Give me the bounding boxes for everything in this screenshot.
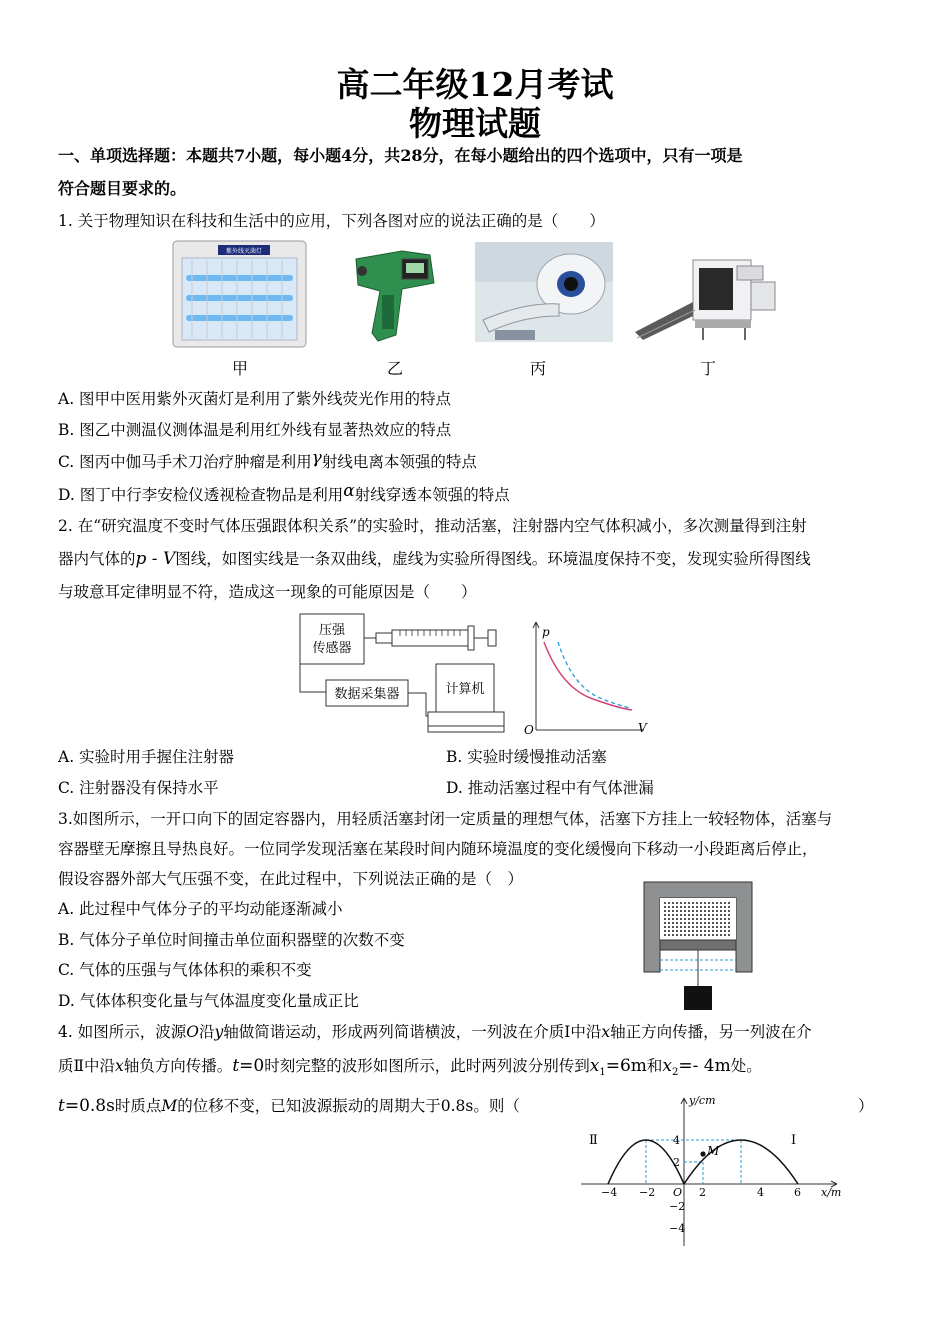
caption-jia: 甲 xyxy=(231,359,248,378)
caption-bing: 丙 xyxy=(529,359,546,378)
pv-symbol: p - V xyxy=(135,549,176,569)
q1-option-c xyxy=(58,448,477,473)
xtick-neg2: −2 xyxy=(639,1186,656,1199)
q2-line2 xyxy=(58,548,811,570)
axis-o-label: O xyxy=(524,723,534,737)
q3-option-a: A. 此过程中气体分子的平均动能逐渐减小 xyxy=(58,900,343,918)
q4-line1-a: 4. 如图所示，波源 xyxy=(58,1023,187,1041)
region-ii-label: Ⅱ xyxy=(589,1133,598,1148)
q3-line3: 假设容器外部大气压强不变，在此过程中，下列说法正确的是（ ） xyxy=(58,870,524,888)
q4-line2-b: 轴负方向传播。 xyxy=(123,1057,233,1075)
point-m-label: M xyxy=(707,1144,720,1158)
q4-line2-x1: x xyxy=(589,1056,600,1076)
section-heading-line1: 一、单项选择题：本题共7小题，每小题4分，共28分，在每小题给出的四个选项中，只有一项是 xyxy=(58,146,743,165)
ytick-4: 4 xyxy=(673,1134,680,1147)
infrared-thermometer-figure xyxy=(350,245,440,347)
q4-line3 xyxy=(58,1095,520,1117)
sensor-label-2: 传感器 xyxy=(312,641,352,656)
page-title: 高二年级12月考试 xyxy=(336,65,614,104)
q4-line2-d: 处。 xyxy=(730,1057,762,1075)
q4-line1-o: O xyxy=(186,1023,199,1041)
q2-option-c: C. 注射器没有保持水平 xyxy=(58,779,219,797)
q1-option-d-post: 射线穿透本领强的特点 xyxy=(354,486,510,504)
q4-line1-x: x xyxy=(601,1023,611,1041)
q3-line1: 3.如图所示，一开口向下的固定容器内，用轻质活塞封闭一定质量的理想气体，活塞下方挂上一较轻物体，活塞与 xyxy=(58,810,833,828)
q4-line3-b: 的位移不变，已知波源振动的周期大于0.8s。则（ xyxy=(177,1097,520,1115)
q3-option-b: B. 气体分子单位时间撞击单位面积器壁的次数不变 xyxy=(58,931,405,949)
q2-option-a: A. 实验时用手握住注射器 xyxy=(58,748,235,766)
xtick-neg4: −4 xyxy=(601,1186,618,1199)
q4-line1-y: y xyxy=(214,1023,224,1041)
q4-line2-t0: =0 xyxy=(239,1056,265,1076)
region-i-label: Ⅰ xyxy=(791,1133,797,1148)
x-axis-label: x/m xyxy=(821,1186,842,1199)
q1-option-d-pre: D. 图丁中行李安检仪透视检查物品是利用 xyxy=(58,486,344,504)
gas-law-apparatus-figure xyxy=(296,612,656,740)
axis-v-label: V xyxy=(638,721,647,735)
q2-line2-pre: 器内气体的 xyxy=(58,550,136,568)
q1-stem: 1. 关于物理知识在科技和生活中的应用，下列各图对应的说法正确的是（ ） xyxy=(58,212,605,230)
caption-ding: 丁 xyxy=(699,359,716,378)
collector-label: 数据采集器 xyxy=(334,687,400,702)
q1-option-d xyxy=(58,481,510,506)
q1-option-a: A. 图甲中医用紫外灭菌灯是利用了紫外线荧光作用的特点 xyxy=(58,390,452,408)
q1-option-c-post: 射线电离本领强的特点 xyxy=(321,453,477,471)
page-subtitle: 物理试题 xyxy=(409,104,541,143)
origin-label: O xyxy=(673,1186,683,1199)
caption-yi: 乙 xyxy=(386,359,403,378)
sensor-label-1: 压强 xyxy=(318,623,346,638)
q4-line1-d: 轴正方向传播，另一列波在介 xyxy=(610,1023,812,1041)
q4-line1 xyxy=(58,1021,812,1043)
q2-option-d: D. 推动活塞过程中有气体泄漏 xyxy=(446,779,654,797)
q2-option-b: B. 实验时缓慢推动活塞 xyxy=(446,748,607,766)
xtick-6: 6 xyxy=(794,1186,801,1199)
q4-line3-close: ） xyxy=(858,1097,874,1115)
uv-lamp-figure xyxy=(172,240,307,348)
q4-line3-m: M xyxy=(161,1097,178,1115)
q3-option-c: C. 气体的压强与气体体积的乘积不变 xyxy=(58,961,312,979)
q4-line2-x2-val: =- 4m xyxy=(678,1056,731,1076)
q4-line2-c: 时刻完整的波形如图所示，此时两列波分别传到 xyxy=(264,1057,590,1075)
q4-line2-x1-sub: 1 xyxy=(599,1067,606,1079)
q4-line3-a: 时质点 xyxy=(114,1097,162,1115)
gamma-symbol: γ xyxy=(311,448,322,468)
q4-line2-x1-val: =6m xyxy=(605,1056,647,1076)
q4-line2-x2: x xyxy=(662,1056,672,1076)
gamma-knife-figure xyxy=(475,242,613,342)
section-heading-line2: 符合题目要求的。 xyxy=(58,179,187,198)
q3-option-d: D. 气体体积变化量与气体温度变化量成正比 xyxy=(58,992,359,1010)
q4-line1-b: 沿 xyxy=(198,1023,215,1041)
q4-line2-and: 和 xyxy=(646,1057,663,1075)
y-axis-label: y/cm xyxy=(689,1094,716,1107)
q2-line1: 2. 在“研究温度不变时气体压强跟体积关系”的实验时，推动活塞，注射器内空气体积减小，多次测量得到注射 xyxy=(58,517,807,535)
lamp-label: 紫外线灭菌灯 xyxy=(225,248,263,255)
q1-option-c-pre: C. 图丙中伽马手术刀治疗肿瘤是利用 xyxy=(58,453,312,471)
q1-option-b: B. 图乙中测温仪测体温是利用红外线有显著热效应的特点 xyxy=(58,421,452,439)
computer-label: 计算机 xyxy=(445,682,485,697)
wave-graph-figure xyxy=(575,1092,850,1252)
q4-line1-c: 轴做简谐运动，形成两列简谐横波，一列波在介质Ⅰ中沿 xyxy=(223,1023,602,1041)
q2-line3: 与玻意耳定律明显不符，造成这一现象的可能原因是（ ） xyxy=(58,583,477,601)
q3-line2: 容器壁无摩擦且导热良好。一位同学发现活塞在某段时间内随环境温度的变化缓慢向下移动一小段距离后停止， xyxy=(58,840,818,858)
alpha-symbol: α xyxy=(343,481,355,501)
ytick-2: 2 xyxy=(673,1156,680,1169)
xtick-2: 2 xyxy=(699,1186,706,1199)
ytick-neg4: −4 xyxy=(669,1222,686,1235)
q4-line2 xyxy=(58,1055,762,1084)
q4-line3-tval: =0.8s xyxy=(64,1096,115,1116)
xtick-4: 4 xyxy=(757,1186,764,1199)
q4-line2-x: x xyxy=(115,1057,124,1075)
q4-line2-t: t xyxy=(232,1056,240,1076)
q4-line3-t: t xyxy=(58,1096,65,1116)
q4-line2-a: 质Ⅱ中沿 xyxy=(58,1057,116,1075)
piston-container-figure xyxy=(640,878,760,1014)
xray-scanner-figure xyxy=(633,246,783,342)
axis-p-label: p xyxy=(542,625,550,639)
q4-line2-x2-sub: 2 xyxy=(672,1067,679,1079)
q2-line2-post: 图线，如图实线是一条双曲线，虚线为实验所得图线。环境温度保持不变，发现实验所得图线 xyxy=(175,550,811,568)
ytick-neg2: −2 xyxy=(669,1200,686,1213)
